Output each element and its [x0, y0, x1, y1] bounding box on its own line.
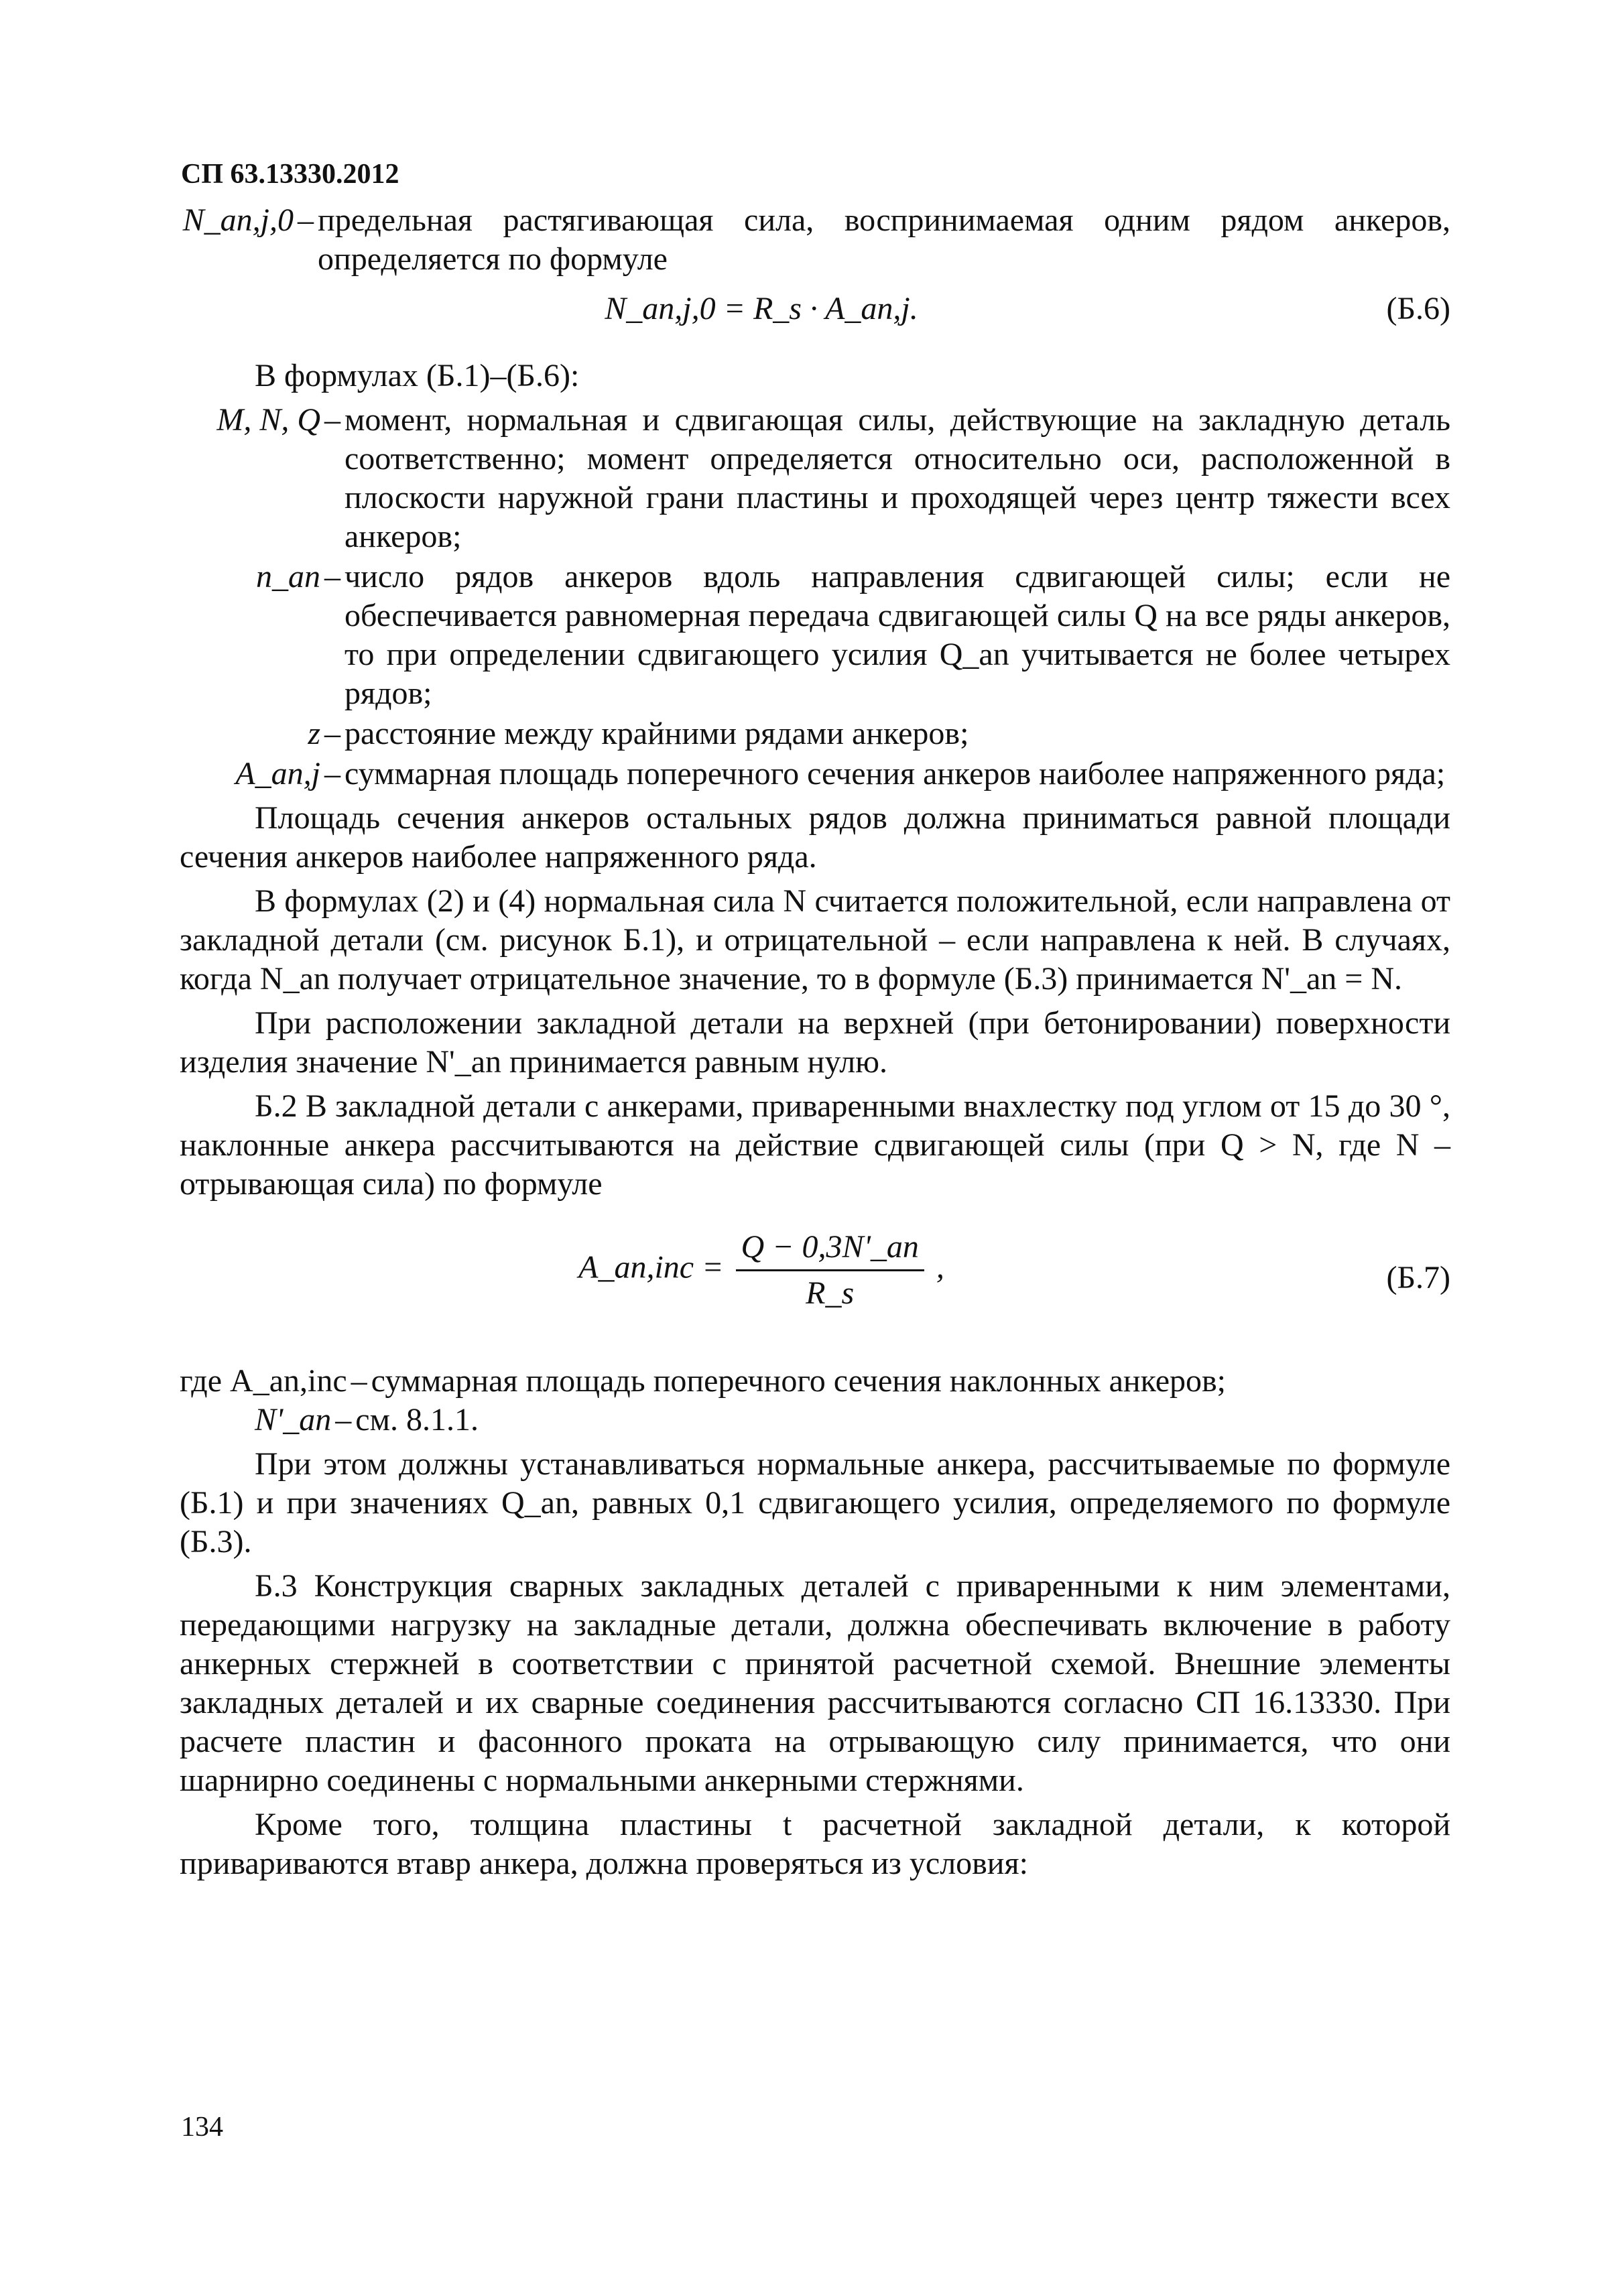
definition-item — [180, 755, 1450, 793]
definition-dash: – — [351, 1363, 367, 1399]
page-body — [180, 201, 1450, 1889]
paragraph: Площадь сечения анкеров остальных рядов должна приниматься равной площади сечения анкеров наиболее напряженного ряда. — [180, 800, 1450, 875]
definition-dash: – — [324, 402, 340, 438]
where-lead: где A_an,inc — [180, 1363, 347, 1399]
formula-denominator: R_s — [806, 1275, 855, 1311]
definition-text: суммарная площадь поперечного сечения наклонных анкеров; — [371, 1363, 1227, 1399]
formula-number: (Б.6) — [1386, 291, 1450, 326]
definition-dash: – — [324, 756, 340, 791]
definition-symbol: N_an,j,0 — [182, 202, 294, 238]
definition-item — [180, 558, 1450, 713]
formula-b7 — [180, 1228, 1450, 1342]
definition-dash: – — [335, 1402, 352, 1438]
formula-fraction — [736, 1228, 924, 1313]
running-header: СП 63.13330.2012 — [181, 159, 399, 190]
definition-text: см. 8.1.1. — [355, 1402, 479, 1438]
formula-expression: N_an,j,0 = R_s · A_an,j. — [605, 291, 918, 326]
paragraph: При этом должны устанавливаться нормальные анкера, рассчитываемые по формуле (Б.1) и при значениях Q_an, равных 0,1 сдвигающего усилия, определяемого по формуле (Б.3). — [180, 1446, 1450, 1559]
formula-b6 — [180, 283, 1450, 342]
where-definition — [180, 1362, 1450, 1401]
definition-item — [180, 401, 1450, 556]
definition-text: расстояние между крайними рядами анкеров; — [345, 716, 969, 751]
page-number: 134 — [181, 2112, 223, 2143]
definition-text: число рядов анкеров вдоль направления сдвигающей силы; если не обеспечивается равномерная передача сдвигающей силы Q на все ряды анкеров, то при определении сдвигающего усилия Q_an учитывается не более четырех рядов; — [345, 559, 1450, 711]
paragraph: Кроме того, толщина пластины t расчетной закладной детали, к которой привариваются втавр анкера, должна проверяться из условия: — [180, 1807, 1450, 1881]
formulas-intro: В формулах (Б.1)–(Б.6): — [255, 358, 580, 393]
paragraph: При расположении закладной детали на верхней (при бетонировании) поверхности изделия значение N'_an принимается равным нулю. — [180, 1005, 1450, 1080]
paragraph: Б.2 В закладной детали с анкерами, приваренными внахлестку под углом от 15 до 30 °, наклонные анкера рассчитываются на действие сдвигающей силы (при Q > N, где N – отрывающая сила) по формуле — [180, 1088, 1450, 1202]
definition-text: суммарная площадь поперечного сечения анкеров наиболее напряженного ряда; — [345, 756, 1446, 791]
definitions-list — [180, 401, 1450, 793]
where-symbol: N'_an — [255, 1402, 332, 1438]
formula-tail: , — [936, 1249, 944, 1285]
definition-text: предельная растягивающая сила, воспринимаемая одним рядом анкеров, определяется по формуле — [318, 202, 1450, 277]
definition-dash: – — [324, 559, 340, 594]
definition-symbol: A_an,j — [235, 756, 320, 791]
formula-expression — [180, 1228, 1343, 1313]
formula-numerator: Q − 0,3N'_an — [736, 1228, 924, 1271]
definition-text: момент, нормальная и сдвигающая силы, действующие на закладную деталь соответственно; момент определяется относительно оси, расположенной в плоскости наружной грани пластины и проходящей через центр тяжести всех анкеров; — [345, 402, 1450, 554]
intro-definition — [180, 201, 1450, 279]
definition-symbol: M, N, Q — [216, 402, 320, 438]
definition-dash: – — [298, 202, 314, 238]
definition-item — [180, 714, 1450, 753]
definition-symbol: z — [308, 716, 320, 751]
paragraph: Б.3 Конструкция сварных закладных деталей с приваренными к ним элементами, передающими нагрузку на закладные детали, должна обеспечивать включение в работу анкерных стержней в соответствии с принятой расчетной схемой. Внешние элементы закладных деталей и их сварные соединения рассчитываются согласно СП 16.13330. При расчете пластин и фасонного проката на отрывающую силу принимается, что они шарнирно соединены с нормальными анкерными стержнями. — [180, 1568, 1450, 1798]
formula-lhs: A_an,inc = — [578, 1249, 724, 1285]
formula-number: (Б.7) — [1386, 1260, 1450, 1295]
definition-dash: – — [324, 716, 340, 751]
paragraph: В формулах (2) и (4) нормальная сила N считается положительной, если направлена от закладной детали (см. рисунок Б.1), и отрицательной – если направлена к ней. В случаях, когда N_an получает отрицательное значение, то в формуле (Б.3) принимается N'_an = N. — [180, 883, 1450, 997]
definition-symbol: n_an — [256, 559, 320, 594]
where-definition-second — [180, 1401, 1450, 1440]
